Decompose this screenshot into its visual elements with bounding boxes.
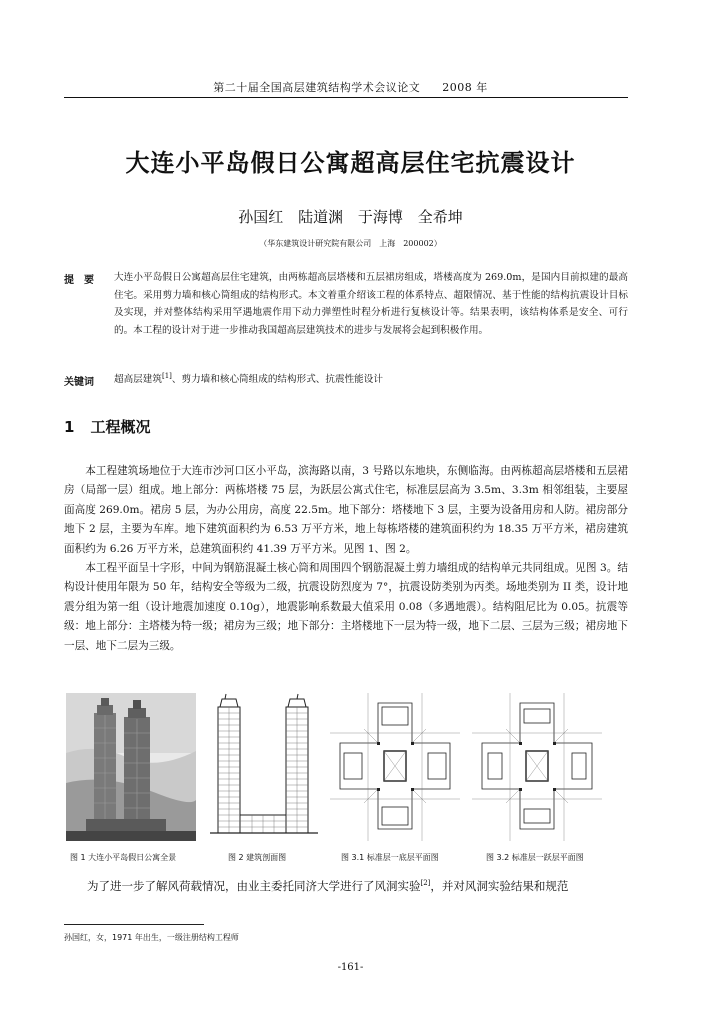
figure-caption: 图 3.1 标准层一底层平面图 <box>341 853 439 862</box>
page-number: -161- <box>337 962 364 973</box>
citation-ref: [1] <box>161 371 172 380</box>
section-number: 1 <box>64 418 75 436</box>
figure-3-2-plan <box>472 693 602 841</box>
abstract-label: 提 要 <box>64 275 94 286</box>
author: 陆道渊 <box>298 208 344 226</box>
paragraph: 本工程平面呈十字形，中间为钢筋混凝土核心筒和周围四个钢筋混凝土剪力墙组成的结构单元共同组成。见图 3。结构设计使用年限为 50 年，结构安全等级为二级，抗震设防烈度为 7°，抗震设防类别为丙类。场地类别为 II 类，设计地震分组为第一组（设计地震加速度 0.10g），地震影响系数最大值采用 0.08（多遇地震）。结构阻尼比为 0.05。抗震等级：地上部分：主塔楼为特一级；裙房为三级；地下部分：主塔楼地下一层为特一级，地下二层、三层为三级；裙房地下一层、地下二层为三级。 <box>64 562 628 652</box>
keywords-text <box>114 371 628 385</box>
author: 孙国红 <box>238 208 284 226</box>
keyword-pre: 超高层建筑 <box>114 374 162 385</box>
author: 于海博 <box>357 208 403 226</box>
tail-pre: 为了进一步了解风荷载情况，由业主委托同济大学进行了风洞实验 <box>87 879 421 893</box>
keywords-label: 关键词 <box>64 377 94 388</box>
author: 全希坤 <box>417 208 463 226</box>
section-title: 工程概况 <box>90 418 151 436</box>
paragraph-continued <box>64 878 628 894</box>
figure-caption: 图 1 大连小平岛假日公寓全景 <box>70 853 177 862</box>
author-list <box>0 206 701 227</box>
body-text <box>64 462 628 656</box>
figure-3-1-plan <box>330 693 460 841</box>
section-heading <box>64 416 150 437</box>
figure-caption: 图 2 建筑剖面图 <box>228 853 287 862</box>
tail-post: ，并对风洞实验结果和规范 <box>430 879 569 893</box>
figure-2-section <box>208 693 320 841</box>
header-rule <box>64 97 628 98</box>
keyword-post: 、剪力墙和核心筒组成的结构形式、抗震性能设计 <box>171 374 383 385</box>
affiliation: （华东建筑设计研究院有限公司 上海 200002） <box>259 239 442 248</box>
header-conference: 第二十届全国高层建筑结构学术会议论文 <box>213 81 421 94</box>
header-year: 2008 年 <box>442 81 488 94</box>
paper-title: 大连小平岛假日公寓超高层住宅抗震设计 <box>125 149 576 177</box>
running-header <box>0 79 701 95</box>
footnote: 孙国红，女，1971 年出生，一级注册结构工程师 <box>64 933 239 942</box>
abstract-text: 大连小平岛假日公寓超高层住宅建筑，由两栋超高层塔楼和五层裙房组成，塔楼高度为 269.0m，是国内目前拟建的最高住宅。采用剪力墙和核心筒组成的结构形式。本文着重介绍该工程的体系特点、超限情况、基于性能的结构抗震设计目标及实现，并对整体结构采用罕遇地震作用下动力弹塑性时程分析进行复核设计等。结果表明，该结构体系是安全、可行的。本工程的设计对于进一步推动我国超高层建筑技术的进步与发展将会起到积极作用。 <box>114 272 628 336</box>
citation-ref: [2] <box>420 879 431 888</box>
footnote-rule <box>64 924 204 925</box>
figure-1-photo <box>66 693 196 841</box>
paragraph: 本工程建筑场地位于大连市沙河口区小平岛，滨海路以南，3 号路以东地块，东侧临海。由两栋超高层塔楼和五层裙房（局部一层）组成。地上部分：两栋塔楼 75 层，为跃层公寓式住宅，标准层层高为 3.5m、3.3m 相邻组装，主要屋面高度 269.0m。裙房 5 层，为办公用房，高度 22.5m。地下部分：塔楼地下 3 层，主要为设备用房和人防。裙房部分地下 2 层，主要为车库。地下建筑面积约为 6.53 万平方米，地上每栋塔楼的建筑面积约为 18.35 万平方米，裙房建筑面积约为 6.26 万平方米，总建筑面积约 41.39 万平方米。见图 1、图 2。 <box>64 465 628 555</box>
figure-caption: 图 3.2 标准层一跃层平面图 <box>486 853 584 862</box>
